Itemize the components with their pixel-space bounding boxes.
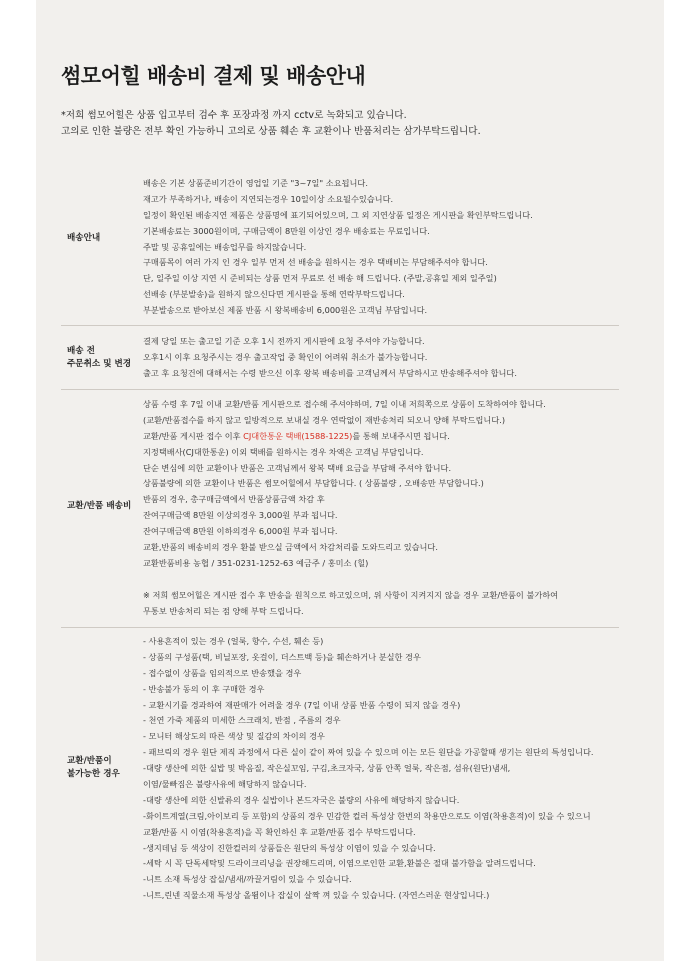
info-line: 배송은 기본 상품준비기간이 영업일 기준 "3~7일" 소요됩니다. xyxy=(143,178,368,188)
section-shipping-info xyxy=(61,176,619,320)
section-body xyxy=(143,334,517,382)
return-line: 상품 수령 후 7일 이내 교환/반품 게시판으로 접수해 주셔야하며, 7일 이내 저희쪽으로 상품이 도착하여야 합니다. xyxy=(143,399,546,409)
nonreturn-line: - 반송불가 동의 이 후 구매한 경우 xyxy=(143,683,265,694)
return-line: 지정택배사(CJ대한통운) 이외 택배를 원하시는 경우 차액은 고객님 부담입니다. xyxy=(143,446,424,457)
nonreturn-line: - 상품의 구성품(택, 비닐포장, 옷걸이, 더스트백 등)을 훼손하거나 분실한 경우 xyxy=(143,651,421,662)
nonreturn-line: -생지데님 등 색상이 진한컬러의 상품들은 원단의 특성상 이염이 있을 수 있습니다. xyxy=(143,842,436,853)
section-divider xyxy=(61,627,619,628)
intro-line: 고의로 인한 불량은 전부 확인 가능하니 고의로 상품 훼손 후 교환이나 반품처리는 삼가부탁드립니다. xyxy=(61,126,481,137)
nonreturn-line: -세탁 시 꼭 단독세탁및 드라이크리닝을 권장해드리며, 이염으로인한 교환,환불은 절대 불가함을 알려드립니다. xyxy=(143,858,536,869)
cancel-line: 오후1시 이후 요청주시는 경우 출고작업 중 확인이 어려워 취소가 불가능합니다. xyxy=(143,351,428,362)
return-line-courier: 교환/반품 게시판 접수 이후 CJ대한통운 택배(1588-1225)를 통해 보내주시면 됩니다. xyxy=(143,430,450,441)
nonreturn-line: - 사용흔적이 있는 경우 (얼룩, 향수, 수선, 훼손 등) xyxy=(143,636,324,646)
nonreturn-line: 이염/물빠짐은 불량사유에 해당하지 않습니다. xyxy=(143,779,307,790)
info-line: 주말 및 공휴일에는 배송업무를 하지않습니다. xyxy=(143,241,307,252)
info-line: 선배송 (부분발송)을 원하지 않으신다면 게시판을 통해 연락부탁드립니다. xyxy=(143,289,405,300)
page-background xyxy=(36,0,664,961)
info-line: 재고가 부족하거나, 배송이 지연되는경우 10일이상 소요될수있습니다. xyxy=(143,193,394,204)
section-divider xyxy=(61,325,619,326)
nonreturn-line: -대량 생산에 의한 신발류의 경우 실밥이나 본드자국은 불량의 사유에 해당하지 않습니다. xyxy=(143,794,460,805)
cancel-line: 결제 당일 또는 출고일 기준 오후 1시 전까지 게시판에 요청 주셔야 가능합니다. xyxy=(143,336,425,346)
section-order-cancel xyxy=(61,334,619,382)
section-label: 교환/반품이 불가능한 경우 xyxy=(67,756,120,779)
section-divider xyxy=(61,389,619,390)
info-line: 일정이 확인된 배송지연 제품은 상품명에 표기되어있으며, 그 외 지연상품 일정은 게시판을 확인부탁드립니다. xyxy=(143,209,533,220)
return-line: 반품의 경우, 총구매금액에서 반품상품금액 차감 후 xyxy=(143,494,325,505)
nonreturn-line: - 모니터 해상도의 따른 색상 및 질감의 차이의 경우 xyxy=(143,731,325,742)
section-return-fee xyxy=(61,397,619,621)
nonreturn-line: - 접수없이 상품을 임의적으로 반송했을 경우 xyxy=(143,667,302,678)
return-notice-line: ※ 저희 썸모어힐은 게시판 접수 후 반송을 원칙으로 하고있으며, 위 사항이 지켜지지 않을 경우 교환/반품이 불가하여 xyxy=(143,589,559,600)
return-line: (교환/반품접수를 하지 않고 일방적으로 보내실 경우 연락없이 재반송처리 되오니 양해 부탁드립니다.) xyxy=(143,414,506,425)
info-line: 기본배송료는 3000원이며, 구매금액이 8만원 이상인 경우 배송료는 무료입니다. xyxy=(143,225,430,236)
intro-notice xyxy=(61,108,481,140)
info-line: 부분발송으로 받아보신 제품 반품 시 왕복배송비 6,000원은 고객님 부담입니다. xyxy=(143,305,428,316)
intro-line: *저희 썸모어힐은 상품 입고부터 검수 후 포장과정 까지 cctv로 녹화되고 있습니다. xyxy=(61,110,407,121)
return-line: 교환,반품의 배송비의 경우 환불 받으실 금액에서 차감처리를 도와드리고 있습니다. xyxy=(143,542,438,553)
info-line: 구매품목이 여러 가지 인 경우 일부 먼저 선 배송을 원하시는 경우 택배비는 부담해주셔야 합니다. xyxy=(143,257,488,268)
nonreturn-line: - 교환시기를 경과하여 재판매가 어려울 경우 (7일 이내 상품 반품 수령이 되지 않을 경우) xyxy=(143,699,461,710)
section-label: 배송안내 xyxy=(67,233,101,243)
page-title: 썸모어힐 배송비 결제 및 배송안내 xyxy=(61,64,366,88)
courier-highlight: CJ대한통운 택배(1588-1225) xyxy=(243,430,353,441)
nonreturn-line: -니트 소재 특성상 잡실/냄새/까끌거림이 있을 수 있습니다. xyxy=(143,874,352,885)
section-non-returnable xyxy=(61,634,619,909)
return-line: 잔여구매금액 8만원 이상의경우 3,000원 부과 됩니다. xyxy=(143,510,338,521)
return-line: 잔여구매금액 8만원 이하의경우 6,000원 부과 됩니다. xyxy=(143,526,338,537)
nonreturn-line: -대량 생산에 의한 실밥 및 박음질, 작은실꼬임, 구김,초크자국, 상품 안쪽 얼룩, 작은점, 섬유(원단)냄새, xyxy=(143,763,511,774)
section-body xyxy=(143,634,593,904)
cancel-line: 출고 후 요청건에 대해서는 수령 받으신 이후 왕복 배송비를 고객님께서 부담하시고 반송해주셔야 합니다. xyxy=(143,367,517,378)
return-notice-line: 무통보 반송처리 되는 점 양해 부탁 드립니다. xyxy=(143,605,304,616)
return-line: 단순 변심에 의한 교환이나 반품은 고객님께서 왕복 택배 요금을 부담해 주셔야 합니다. xyxy=(143,462,452,473)
nonreturn-line: -화이트계열(크림,아이보리 등 포함)의 상품의 경우 민감한 컬러 특성상 한번의 착용만으로도 이염(착용흔적)이 있을 수 있으니 xyxy=(143,810,591,821)
nonreturn-line: - 천연 가죽 제품의 미세한 스크래치, 반점 , 주름의 경우 xyxy=(143,715,341,726)
info-line: 단, 일주일 이상 지연 시 준비되는 상품 먼저 무료로 선 배송 해 드립니다. (주말,공휴일 제외 일주일) xyxy=(143,273,497,284)
nonreturn-line: - 패브릭의 경우 원단 제직 과정에서 다른 실이 같이 짜여 있을 수 있으며 이는 모든 원단을 가공할때 생기는 원단의 특성입니다. xyxy=(143,747,594,758)
section-label: 배송 전 주문취소 및 변경 xyxy=(67,346,132,369)
return-line: 상품불량에 의한 교환이나 반품은 썸모어힐에서 부담합니다. ( 상품불량 , 오배송만 부담합니다.) xyxy=(143,478,484,489)
section-body xyxy=(143,176,533,319)
spacer xyxy=(143,572,558,588)
section-label: 교환/반품 배송비 xyxy=(67,501,132,511)
nonreturn-line: 교환/반품 시 이염(착용흔적)을 꼭 확인하신 후 교환/반품 접수 부탁드립니다. xyxy=(143,826,416,837)
nonreturn-line: -니트,린넨 직물소재 특성상 올뜀이나 잡실이 살짝 껴 있을 수 있습니다. (자연스러운 현상입니다.) xyxy=(143,890,490,901)
section-body xyxy=(143,397,558,619)
bank-account-line: 교환반품비용 농협 / 351-0231-1252-63 예금주 / 홍미소 (힐) xyxy=(143,557,369,568)
